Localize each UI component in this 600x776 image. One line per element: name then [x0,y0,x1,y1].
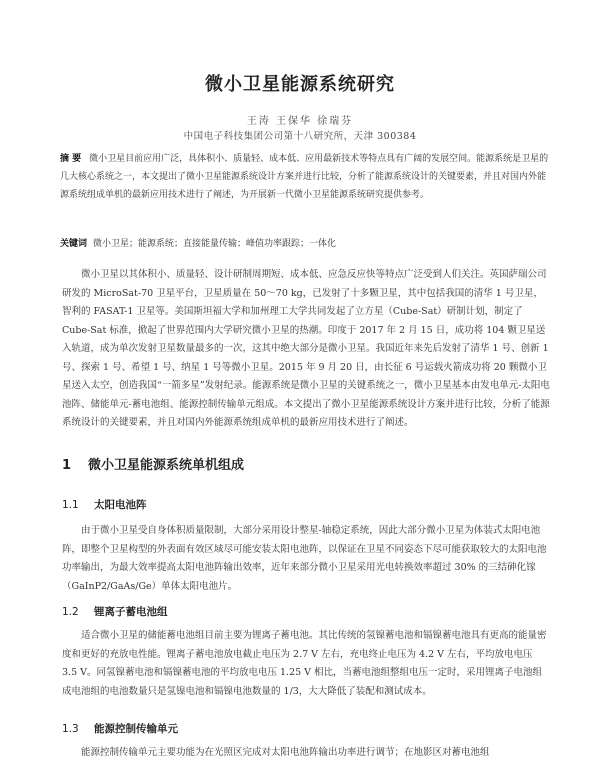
section-1-2-heading [62,604,168,619]
abstract-text: 微小卫星目前应用广泛，具体积小、质量轻、成本低、应用最新技术等特点具有广阔的发展空间。能源系统是卫星的几大核心系统之一，本文提出了微小卫星能源系统设计方案并进行比较，分析了能源系统设计的关键要素，并且对国内外能源系统组成单机的最新应用技术进行了阐述，为开展新一代微小卫星能源系统研究提供参考。 [60,154,549,200]
keywords-text: 微小卫星；能源系统；直接能量传输；峰值功率跟踪；一体化 [93,239,337,249]
section-1-1-title: 太阳电池阵 [94,499,147,511]
section-1-number: 1 [62,458,72,473]
section-1-3-title: 能源控制传输单元 [94,723,178,735]
section-1-1-number: 1.1 [62,499,79,511]
paper-authors: 王涛 王保华 徐瑞芬 [246,116,354,127]
section-1-1-paragraph: 由于微小卫星受自身体积质量限制，大部分采用设计整星-轴稳定系统，因此大部分微小卫星为体装式太阳电池阵，即整个卫星构型的外表面有效区域尽可能安装太阳电池阵，以保证在卫星不同姿态下尽可能获取较大的太阳电池功率输出，为最大效率提高太阳电池阵输出效率，近年来部分微小卫星采用光电转换效率超过 30% 的三结砷化镓（GaInP2/GaAs/Ge）单体太阳电池片。 [62,525,547,592]
section-1-3-number: 1.3 [62,723,79,735]
section-1-3-heading [62,721,178,736]
section-1-title: 微小卫星能源系统单机组成 [88,458,245,473]
keywords [60,237,550,251]
paper-affiliation: 中国电子科技集团公司第十八研究所，天津 300384 [183,131,417,142]
intro-paragraph: 微小卫星以其体积小、质量轻、设计研制周期短、成本低、应急反应快等特点广泛受到人们关注。英国萨瑞公司研发的 MicroSat-70 卫星平台，卫星质量在 50～70 kg，已发射了十多颗卫星，其中包括我国的清华 1 号卫星，智利的 FASAT-1 卫星等。美国斯坦福大学和加州理工大学共同发起了立方星（Cube-Sat）研制计划，制定了 Cube-Sat 标准，掀起了世界范围内大学研究微小卫星的热潮。印度于 2017 年 2 月 15 日，成功将 104 颗卫星送入轨道，成为单次发射卫星数量最多的一次，这其中绝大部分是微小卫星。我国近年来先后发射了清华 1 号、创新 1 号、探索 1 号、希望 1 号、纳星 1 号等微小卫星。2015 年 9 月 20 日，由长征 6 号运载火箭成功将 20 颗微小卫星送入太空，创造我国“一箭多星”发射纪录。能源系统是微小卫星的关键系统之一，微小卫星基本由发电单元-太阳电池阵、储能单元-蓄电池组、能源控制传输单元组成。本文提出了微小卫星能源系统设计方案并进行比较，分析了能源系统设计的关键要素，并且对国内外能源系统组成单机的最新应用技术进行了阐述。 [62,269,550,428]
section-1-heading [62,454,244,473]
section-1-1-heading [62,497,147,512]
section-1-2-title: 锂离子蓄电池组 [94,606,168,618]
section-1-2-number: 1.2 [62,606,79,618]
abstract-label: 摘 要 [60,154,82,164]
section-1-3-paragraph: 能源控制传输单元主要功能为在光照区完成对太阳电池阵输出功率进行调节；在地影区对蓄电池组 [81,747,490,758]
abstract [60,150,550,204]
paper-title: 微小卫星能源系统研究 [205,74,395,95]
section-1-2-paragraph: 适合微小卫星的储能蓄电池组目前主要为锂离子蓄电池。其比传统的氢镍蓄电池和镉镍蓄电池具有更高的能量密度和更好的充放电性能。锂离子蓄电池放电截止电压为 2.7 V 左右，充电终止电压为 4.2 V 左右，平均放电电压 3.5 V。同氢镍蓄电池和镉镍蓄电池的平均放电电压 1.25 V 相比，当蓄电池组整组电压一定时，采用锂离子电池组成电池组的电池数量只是氢镍电池和镉镍电池数量的 1/3，大大降低了装配和测试成本。 [62,630,547,697]
keywords-label: 关键词 [60,239,88,249]
